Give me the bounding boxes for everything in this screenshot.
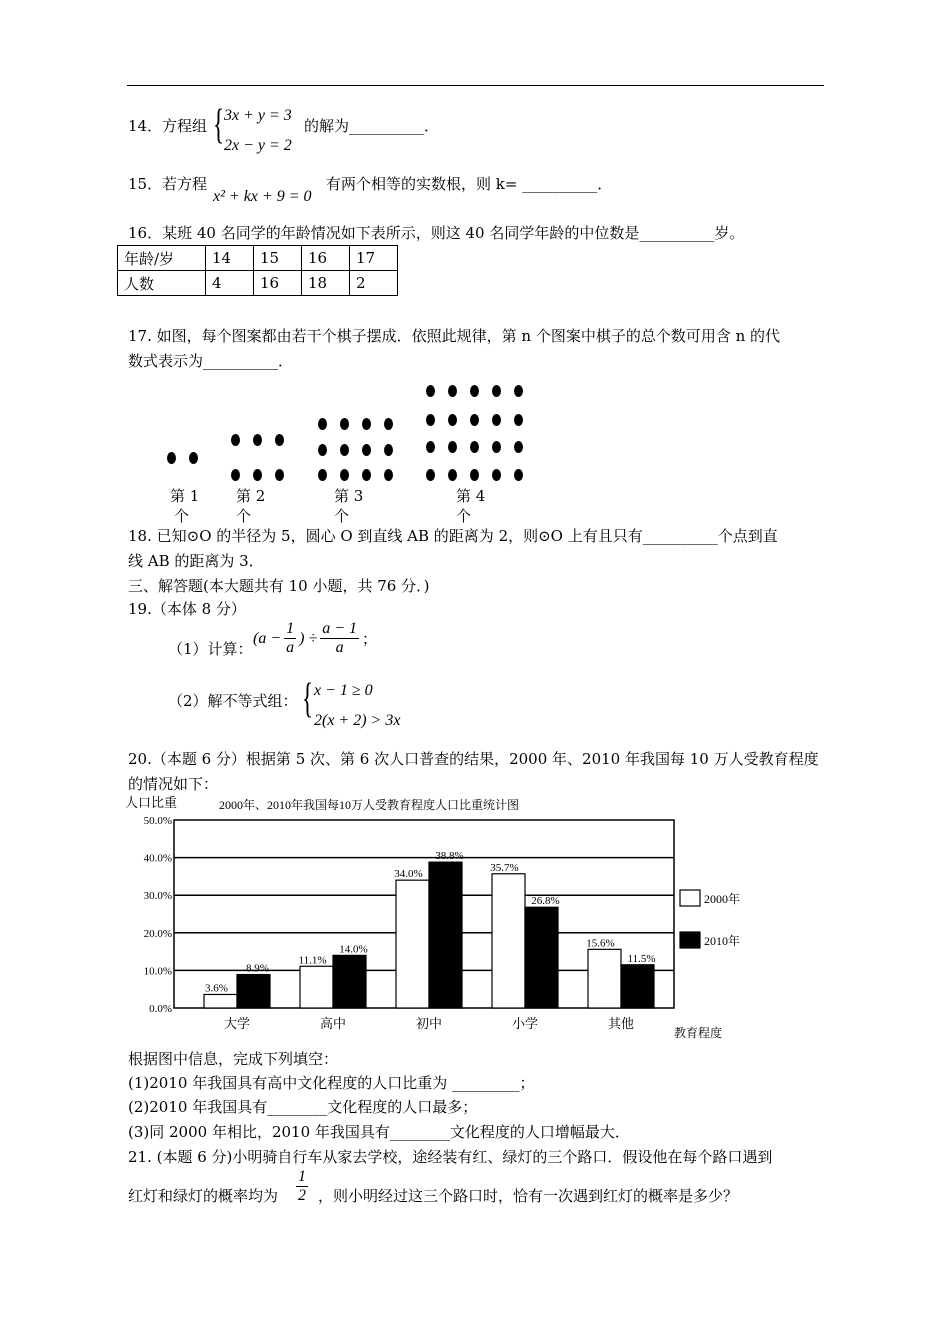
q18-line1: 18. 已知⊙O 的半径为 5，圆心 O 到直线 AB 的距离为 2，则⊙O 上有且只有__________个点到直 [128, 527, 778, 545]
q14-eq1: 3x + y = 3 [224, 107, 292, 124]
table-cell: 17 [350, 246, 398, 271]
section-heading: 三、解答题(本大题共有 10 小题，共 76 分．) [128, 577, 430, 595]
x-tick-label: 其他 [607, 1016, 635, 1031]
table-cell: 15 [254, 246, 302, 271]
chess-piece [426, 441, 435, 453]
x-tick-label: 高中 [319, 1016, 347, 1031]
q19-part1-label: （1）计算： [168, 640, 253, 658]
bar-2000 [396, 880, 429, 1008]
q19-part2-label: （2）解不等式组： [168, 692, 298, 710]
table-cell: 18 [302, 271, 350, 296]
y-tick-label: 10.0% [143, 965, 172, 978]
table-cell: 人数 [118, 271, 206, 296]
chess-piece [426, 469, 435, 481]
q20-line2: 的情况如下： [128, 775, 219, 793]
q17-line1: 17. 如图，每个图案都由若干个棋子摆成．依照此规律，第 n 个图案中棋子的总个数可用含 n 的代 [128, 327, 781, 345]
chess-piece [362, 418, 371, 430]
chart-x-ticks [224, 1016, 634, 1031]
data-label: 11.1% [298, 954, 327, 967]
data-label: 34.0% [394, 868, 423, 881]
table-row [118, 246, 398, 271]
y-tick-label: 50.0% [143, 815, 172, 827]
fraction [320, 620, 359, 657]
chess-piece [470, 385, 479, 397]
q20-instruction: 根据图中信息，完成下列填空： [128, 1050, 339, 1068]
data-label: 26.8% [531, 895, 560, 908]
y-tick-label: 30.0% [143, 890, 172, 903]
q20-fill-3: (3)同 2000 年相比，2010 年我国具有________文化程度的人口增幅最大． [128, 1123, 630, 1141]
expr-part: ) ÷ [299, 629, 318, 647]
legend-label: 2000年 [704, 892, 741, 906]
q16-text: 16．某班 40 名同学的年龄情况如下表所示，则这 40 名同学年龄的中位数是__________岁。 [128, 224, 745, 242]
chess-piece [231, 434, 240, 446]
fraction [284, 620, 296, 657]
chess-piece [470, 441, 479, 453]
bar-2010 [333, 955, 366, 1008]
q15-number: 15． [128, 175, 163, 193]
chart-legend [680, 890, 740, 948]
pattern-label-4: 第 4 [456, 487, 486, 505]
q15-equation: x² + kx + 9 = 0 [213, 188, 312, 205]
chart-y-label: 人口比重 [125, 795, 178, 810]
fraction-numerator: 1 [286, 620, 295, 637]
chart-y-ticks [144, 815, 172, 1015]
y-tick-label: 20.0% [143, 927, 172, 940]
q21-line2-suffix: ，则小明经过这三个路口时，恰有一次遇到红灯的概率是多少？ [318, 1187, 739, 1205]
legend-swatch [680, 890, 700, 906]
table-cell: 14 [206, 246, 254, 271]
chess-piece [492, 441, 501, 453]
chess-piece [318, 418, 327, 430]
chart-title: 2000年、2010年我国每10万人受教育程度人口比重统计图 [219, 798, 520, 812]
x-tick-label: 大学 [223, 1016, 251, 1031]
chess-piece [448, 414, 457, 426]
q21-line1: 21. (本题 6 分)小明骑自行车从家去学校，途经装有红、绿灯的三个路口．假设他在每个路口遇到 [128, 1148, 773, 1166]
q14-eq2: 2x − y = 2 [224, 137, 292, 154]
x-tick-label: 初中 [415, 1016, 443, 1031]
education-bar-chart [120, 792, 760, 1044]
fraction-numerator: 1 [298, 1168, 306, 1185]
q14-brace: { [213, 102, 225, 148]
bar-2010 [429, 862, 462, 1008]
chess-piece [492, 414, 501, 426]
chess-piece [189, 452, 198, 464]
chess-piece [253, 434, 262, 446]
bar-2010 [621, 965, 654, 1008]
bar-2000 [588, 949, 621, 1008]
q21-line2-prefix: 红灯和绿灯的概率均为 [128, 1187, 279, 1205]
chess-piece [275, 469, 284, 481]
q19-ineq2: 2(x + 2) > 3x [314, 712, 401, 729]
legend-label: 2010年 [704, 934, 741, 948]
q15-prefix: 若方程 [162, 175, 208, 193]
q14-number: 14． [128, 117, 163, 135]
q19-ineq1: x − 1 ≥ 0 [314, 682, 373, 699]
chess-piece [492, 469, 501, 481]
pattern-label-1-unit: 个 [174, 507, 190, 525]
chess-piece [470, 414, 479, 426]
chess-piece [426, 385, 435, 397]
chart-x-label: 教育程度 [674, 1026, 723, 1040]
chess-piece [340, 469, 349, 481]
q21-fraction [296, 1168, 308, 1205]
q14-prefix: 方程组 [162, 117, 208, 135]
chess-piece [275, 434, 284, 446]
fraction-denominator: a [335, 639, 344, 656]
chess-piece [514, 414, 523, 426]
age-table [117, 245, 398, 296]
table-cell: 2 [350, 271, 398, 296]
q14-answer: 的解为__________． [304, 117, 440, 135]
bar-2010 [237, 975, 270, 1008]
chess-piece [231, 469, 240, 481]
pattern-label-3-unit: 个 [334, 507, 350, 525]
pattern-label-2-unit: 个 [236, 507, 252, 525]
table-row [118, 271, 398, 296]
fraction-denominator: 2 [298, 1187, 306, 1204]
data-label: 14.0% [339, 943, 368, 956]
chess-piece [514, 441, 523, 453]
chess-piece [362, 444, 371, 456]
y-tick-label: 0.0% [149, 1003, 172, 1015]
pattern-label-3: 第 3 [334, 487, 364, 505]
table-cell: 16 [254, 271, 302, 296]
q15-answer: 有两个相等的实数根，则 k= __________． [326, 175, 613, 193]
chess-piece [514, 469, 523, 481]
chess-piece [384, 469, 393, 481]
table-cell: 年龄/岁 [118, 246, 206, 271]
chess-piece [448, 469, 457, 481]
table-cell: 16 [302, 246, 350, 271]
bar-2000 [300, 966, 333, 1008]
chess-piece [384, 418, 393, 430]
bar-2010 [525, 907, 558, 1008]
q20-fill-2: (2)2010 年我国具有________文化程度的人口最多； [128, 1098, 478, 1116]
chess-piece [448, 441, 457, 453]
table-cell: 4 [206, 271, 254, 296]
chess-piece [362, 469, 371, 481]
bar-2000 [204, 994, 237, 1008]
q18-line2: 线 AB 的距离为 3． [128, 552, 264, 570]
chess-piece [253, 469, 262, 481]
chess-piece [340, 418, 349, 430]
data-label: 8.9% [246, 962, 269, 975]
pattern-label-2: 第 2 [236, 487, 266, 505]
chess-piece [426, 414, 435, 426]
bar-2000 [492, 874, 525, 1008]
y-tick-label: 40.0% [143, 852, 172, 865]
q20-line1: 20.（本题 6 分）根据第 5 次、第 6 次人口普查的结果，2000 年、2010 年我国每 10 万人受教育程度 [128, 750, 819, 768]
q17-line2: 数式表示为__________． [128, 352, 294, 370]
chess-piece [318, 469, 327, 481]
q20-fill-1: (1)2010 年我国具有高中文化程度的人口比重为 _________； [128, 1074, 535, 1092]
fraction-numerator: a − 1 [322, 620, 358, 637]
chess-piece [384, 444, 393, 456]
expr-part: (a − [253, 629, 282, 647]
chess-piece [470, 469, 479, 481]
data-label: 3.6% [205, 982, 228, 995]
chess-piece [492, 385, 501, 397]
chess-piece [167, 452, 176, 464]
x-tick-label: 小学 [511, 1016, 539, 1031]
data-label: 11.5% [627, 952, 656, 965]
legend-swatch [680, 932, 700, 948]
chess-piece [514, 385, 523, 397]
q19-brace: { [302, 676, 314, 722]
fraction-denominator: a [286, 639, 295, 656]
data-label: 38.8% [435, 850, 464, 863]
pattern-label-1: 第 1 [170, 487, 200, 505]
q19-heading: 19.（本体 8 分） [128, 600, 246, 618]
chess-piece [340, 444, 349, 456]
data-label: 15.6% [586, 937, 615, 950]
expr-end: ； [362, 630, 378, 648]
chart-bars [204, 850, 656, 1008]
header-rule [127, 85, 824, 86]
pattern-label-4-unit: 个 [456, 507, 472, 525]
chess-piece [318, 444, 327, 456]
chess-piece [448, 385, 457, 397]
q19-part1-expression [253, 620, 377, 657]
data-label: 35.7% [490, 861, 519, 874]
